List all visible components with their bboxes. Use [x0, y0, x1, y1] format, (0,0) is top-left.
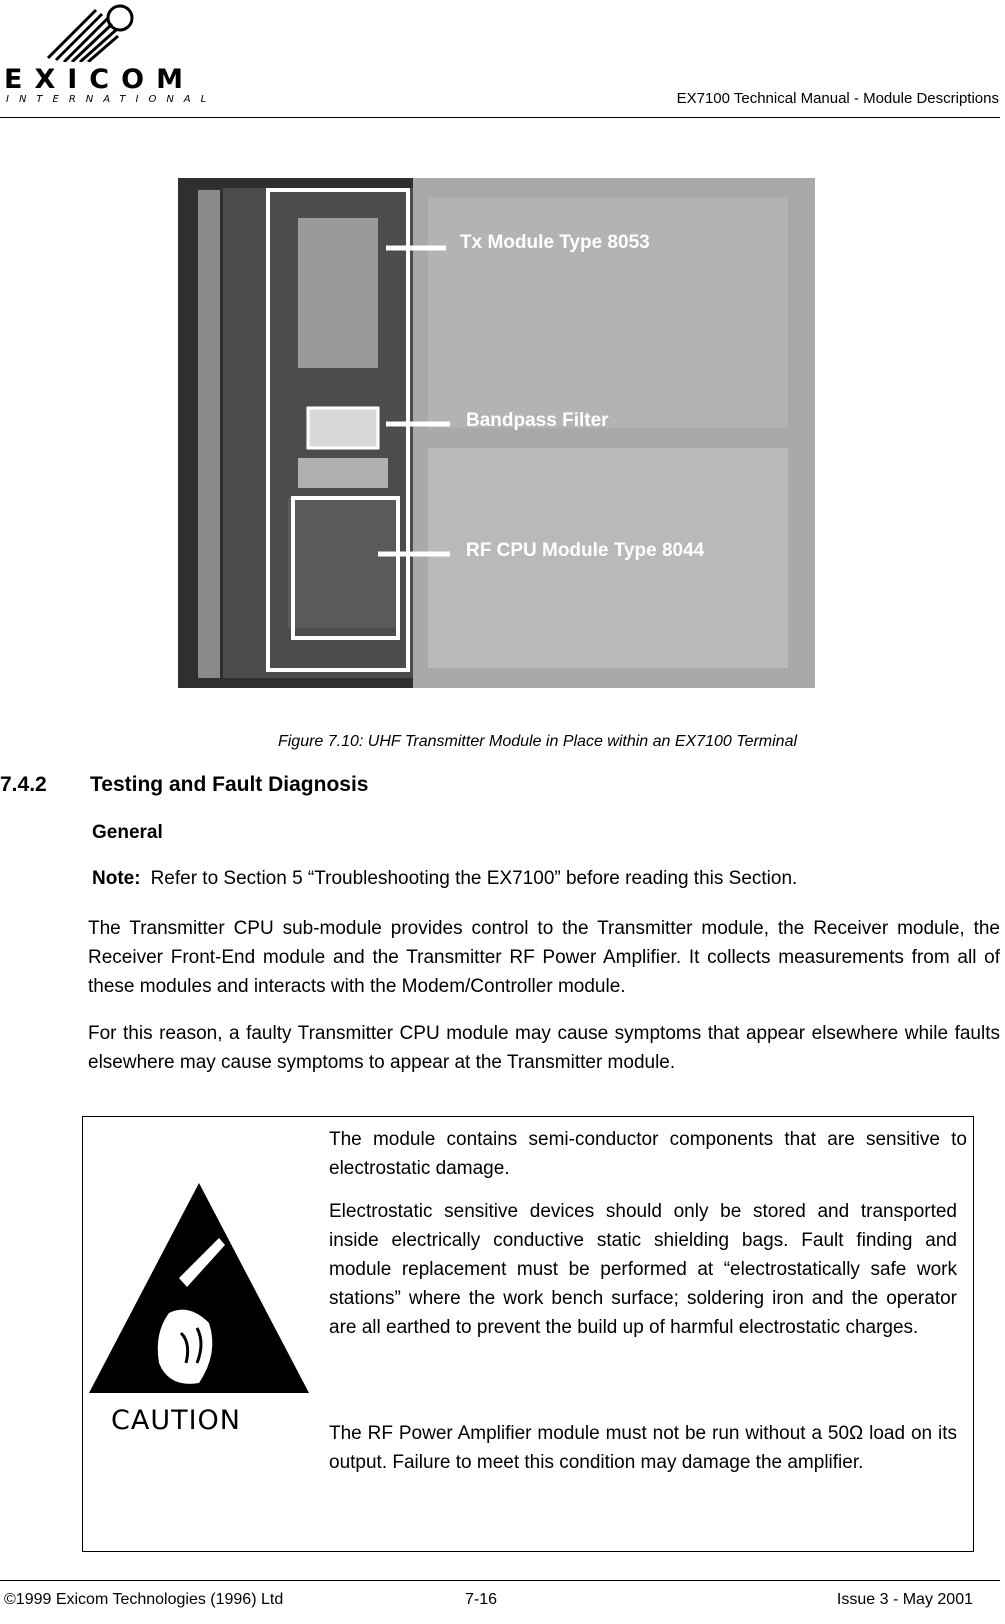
caution-box — [82, 1116, 974, 1552]
footer-copyright: ©1999 Exicom Technologies (1996) Ltd — [4, 1591, 284, 1608]
header-rule — [0, 117, 1000, 118]
figure-photo — [178, 178, 815, 688]
note-label: Note: — [92, 868, 141, 889]
note-text: Refer to Section 5 “Troubleshooting the EX7100” before reading this Section. — [150, 868, 798, 889]
caution-text-1: The module contains semi-conductor components that are sensitive to electrostatic damage. — [329, 1129, 967, 1179]
section-number: 7.4.2 — [0, 773, 47, 796]
figure-caption: Figure 7.10: UHF Transmitter Module in Place within an EX7100 Terminal — [277, 733, 798, 750]
logo-subtitle: INTERNATIONAL — [6, 94, 217, 105]
footer-issue: Issue 3 - May 2001 — [836, 1591, 973, 1608]
caution-label: CAUTION — [111, 1405, 241, 1436]
paragraph-2: For this reason, a faulty Transmitter CPU module may cause symptoms that appear elsewhere while faults elsewhere may cause symptoms to appear at the Transmitter module. — [88, 1023, 1000, 1073]
label-tx-module: Tx Module Type 8053 — [460, 232, 650, 253]
subheading: General — [92, 822, 163, 843]
caution-text-3: The RF Power Amplifier module must not be run without a 50Ω load on its output. Failure to meet this condition may damage the amplifier. — [329, 1423, 957, 1473]
logo-wordmark: EXICOM — [4, 64, 195, 95]
paragraph-1: The Transmitter CPU sub-module provides control to the Transmitter module, the Receiver module, the Receiver Front-End module and the Transmitter RF Power Amplifier. It collects measurements from all of these modules and interacts with the Modem/Controller module. — [88, 918, 1000, 997]
esd-warning-icon — [89, 1183, 309, 1443]
label-bandpass-filter: Bandpass Filter — [466, 410, 609, 431]
footer-rule — [0, 1580, 1000, 1581]
caution-text-2: Electrostatic sensitive devices should only be stored and transported inside electrically conductive static shielding bags. Fault finding and module replacement must be performed at “electrostatically safe work stations” where the work bench surface; soldering iron and the operator are all earthed to prevent the build up of harmful electrostatic charges. — [329, 1201, 957, 1338]
note — [92, 868, 797, 890]
section-title: Testing and Fault Diagnosis — [90, 773, 369, 796]
exicom-logo-icon — [40, 2, 140, 62]
header-title: EX7100 Technical Manual - Module Descriptions — [676, 90, 999, 107]
footer-page-number: 7-16 — [465, 1591, 498, 1608]
label-rf-cpu-module: RF CPU Module Type 8044 — [466, 540, 705, 561]
